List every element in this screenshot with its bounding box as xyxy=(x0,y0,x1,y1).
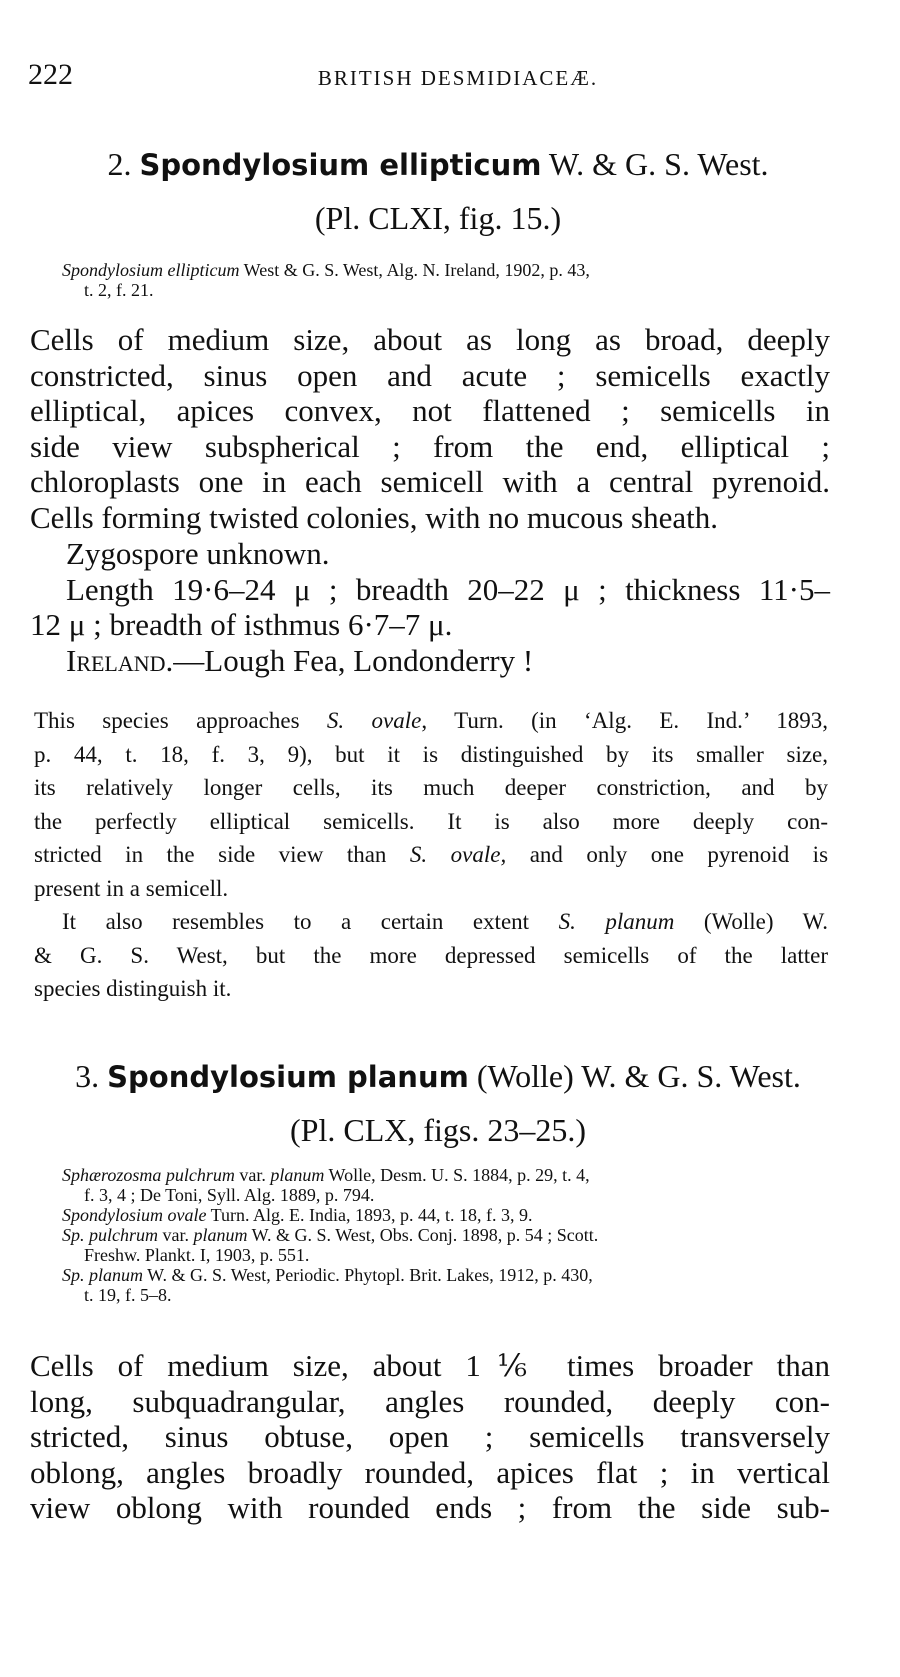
description-line: side view subspherical ; from the end, elliptical ; xyxy=(30,428,830,464)
synonym-variety: planum xyxy=(270,1165,325,1185)
note-line xyxy=(34,838,828,872)
note-text: the perfectly elliptical semicells. It is also more deeply con- xyxy=(34,808,828,834)
species-number: 3. xyxy=(75,1058,100,1094)
description-line: view oblong with rounded ends ; from the side sub- xyxy=(30,1490,830,1525)
species-3-heading xyxy=(28,1058,848,1095)
synonym-name: Sp. planum xyxy=(62,1265,143,1285)
synonym-continuation: t. 2, f. 21. xyxy=(84,280,154,300)
note-text: and only one pyrenoid is xyxy=(506,842,829,867)
note-text: present in a semicell. xyxy=(34,875,229,901)
zygospore-line: Zygospore unknown. xyxy=(66,536,330,571)
note-line xyxy=(34,939,828,973)
species-reference: S. ovale, xyxy=(409,842,507,867)
synonym-entry xyxy=(62,1265,832,1285)
synonym-citation: Wolle, Desm. U. S. 1884, p. 29, t. 4, xyxy=(324,1165,590,1185)
note-line xyxy=(34,905,828,939)
measurements-line: 12 μ ; breadth of isthmus 6·7–7 μ. xyxy=(30,607,453,642)
synonym-citation: var. xyxy=(158,1225,194,1245)
species-name: Spondylosium planum xyxy=(107,1060,469,1094)
note-text: This species approaches xyxy=(34,708,327,733)
synonym-continuation: t. 19, f. 5–8. xyxy=(84,1285,172,1305)
note-text: , Turn. (in ‘Alg. E. Ind.’ 1893, xyxy=(421,708,829,733)
synonym-name: Sphærozosma pulchrum xyxy=(62,1165,235,1185)
synonym-citation: W. & G. S. West, Obs. Conj. 1898, p. 54 ; Scott. xyxy=(247,1225,599,1245)
note-text: It also resembles to a certain extent xyxy=(62,909,559,934)
description-line: long, subquadrangular, angles rounded, deeply con- xyxy=(30,1383,830,1419)
description-line: oblong, angles broadly rounded, apices flat ; in vertical xyxy=(30,1454,830,1490)
description-line: chloroplasts one in each semicell with a central pyrenoid. xyxy=(30,464,830,499)
synonym-citation: W. & G. S. West, Periodic. Phytopl. Brit. Lakes, 1912, p. 430, xyxy=(143,1265,593,1285)
note-text: p. 44, t. 18, f. 3, 9), but it is distinguished by its smaller size, xyxy=(34,741,828,767)
description-line: elliptical, apices convex, not flattened ; semicells in xyxy=(30,393,830,428)
species-3-description xyxy=(30,1348,830,1526)
synonym-citation: var. xyxy=(234,1165,271,1185)
description-line: Cells of medium size, about as long as broad, deeply xyxy=(30,322,830,357)
note-line xyxy=(34,972,828,1006)
synonym-entry xyxy=(62,1205,832,1225)
species-reference: S. planum xyxy=(558,909,675,934)
synonym-entry xyxy=(62,1165,832,1185)
description-line: Cells of medium size, about 1⅙ times broader than xyxy=(30,1348,830,1383)
synonym-name: Spondylosium ellipticum xyxy=(62,260,240,280)
page-number: 222 xyxy=(28,58,73,91)
note-text: species distinguish it. xyxy=(34,976,232,1001)
species-authority: (Wolle) W. & G. S. West. xyxy=(476,1058,801,1094)
locality-country: Ireland. xyxy=(66,642,174,678)
synonym-continuation: Freshw. Plankt. I, 1903, p. 551. xyxy=(84,1245,310,1265)
note-text: & G. S. West, but the more depressed semicells of the latter xyxy=(34,942,828,968)
species-2-heading xyxy=(28,146,848,183)
note-line xyxy=(34,805,828,839)
measurements-line: Length 19·6–24 μ ; breadth 20–22 μ ; thickness 11·5– xyxy=(66,571,830,607)
species-number: 2. xyxy=(107,146,132,182)
species-2-synonymy xyxy=(62,260,832,300)
species-3-synonymy xyxy=(62,1165,832,1305)
species-name: Spondylosium ellipticum xyxy=(139,148,542,182)
description-line: Cells forming twisted colonies, with no mucous sheath. xyxy=(30,499,718,535)
synonym-name: Spondylosium ovale xyxy=(62,1205,207,1225)
note-line xyxy=(34,704,828,738)
description-line: constricted, sinus open and acute ; semicells exactly xyxy=(30,357,830,393)
locality-line xyxy=(30,643,830,679)
synonym-variety: planum xyxy=(193,1225,248,1245)
note-text: (Wolle) W. xyxy=(674,909,829,934)
note-line xyxy=(34,872,828,906)
synonym-name: Sp. pulchrum xyxy=(62,1225,158,1245)
synonym-continuation: f. 3, 4 ; De Toni, Syll. Alg. 1889, p. 794. xyxy=(84,1185,375,1205)
page-header xyxy=(28,58,848,98)
synonym-citation: West & G. S. West, Alg. N. Ireland, 1902, p. 43, xyxy=(239,260,590,280)
synonym-citation: Turn. Alg. E. India, 1893, p. 44, t. 18, f. 3, 9. xyxy=(206,1205,533,1225)
species-3-plate-ref: (Pl. CLX, figs. 23–25.) xyxy=(290,1112,586,1148)
species-2-details xyxy=(30,536,830,678)
synonym-entry xyxy=(62,260,832,280)
species-2-note xyxy=(34,704,828,1006)
locality-text: —Lough Fea, Londonderry ! xyxy=(173,642,534,678)
note-text: stricted in the side view than xyxy=(34,842,410,867)
species-reference: S. ovale xyxy=(326,708,422,733)
note-text: its relatively longer cells, its much deeper constriction, and by xyxy=(34,775,828,800)
species-2-plate-ref: (Pl. CLXI, fig. 15.) xyxy=(314,200,562,236)
species-authority: W. & G. S. West. xyxy=(548,146,769,182)
description-line: stricted, sinus obtuse, open ; semicells transversely xyxy=(30,1419,830,1454)
note-line xyxy=(34,771,828,805)
note-line xyxy=(34,738,828,772)
species-2-description xyxy=(30,322,830,535)
running-title: BRITISH DESMIDIACEÆ. xyxy=(317,66,599,90)
synonym-entry xyxy=(62,1225,832,1245)
